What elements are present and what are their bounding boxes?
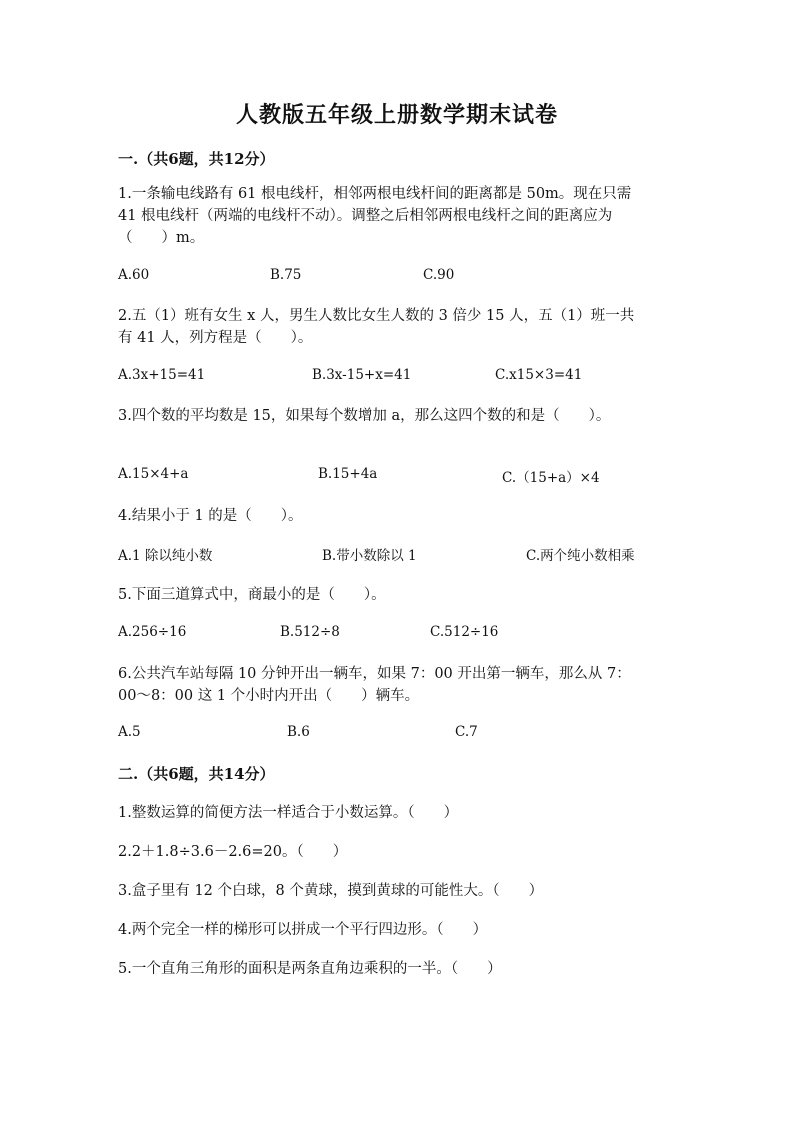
judgement-2: 2.2＋1.8÷3.6－2.6=20。（ ） xyxy=(118,844,348,860)
question-6-line-2: 00～8：00 这 1 个小时内开出（ ）辆车。 xyxy=(118,688,420,704)
judgement-3: 3.盒子里有 12 个白球，8 个黄球，摸到黄球的可能性大。（ ） xyxy=(118,883,544,899)
question-2-option-b: B.3x-15+x=41 xyxy=(312,367,412,383)
question-1-option-b: B.75 xyxy=(270,267,302,283)
question-3-option-b: B.15+4a xyxy=(318,466,378,482)
question-6-line-1: 6.公共汽车站每隔 10 分钟开出一辆车，如果 7：00 开出第一辆车，那么从 7： xyxy=(118,666,631,682)
question-2-option-a: A.3x+15=41 xyxy=(118,367,206,383)
question-4-option-a: A.1 除以纯小数 xyxy=(118,548,213,564)
question-1-option-a: A.60 xyxy=(118,267,150,283)
question-5-option-a: A.256÷16 xyxy=(118,624,187,640)
question-5-option-b: B.512÷8 xyxy=(280,624,340,640)
question-6-option-c: C.7 xyxy=(455,724,478,740)
question-2-line-2: 有 41 人，列方程是（ ）。 xyxy=(118,330,313,346)
question-1-line-2: 41 根电线杆（两端的电线杆不动）。调整之后相邻两根电线杆之间的距离应为 xyxy=(118,208,613,224)
question-2-option-c: C.x15×3=41 xyxy=(495,367,583,383)
question-1-line-1: 1.一条输电线路有 61 根电线杆，相邻两根电线杆间的距离都是 50m。现在只需 xyxy=(118,186,632,202)
judgement-5: 5.一个直角三角形的面积是两条直角边乘积的一半。（ ） xyxy=(118,961,502,977)
judgement-1: 1.整数运算的简便方法一样适合于小数运算。（ ） xyxy=(118,805,459,821)
question-6-option-b: B.6 xyxy=(287,724,310,740)
question-5-line-1: 5.下面三道算式中，商最小的是（ ）。 xyxy=(118,587,386,603)
question-1-option-c: C.90 xyxy=(423,267,455,283)
section-1-heading: 一.（共6题，共12分） xyxy=(118,150,275,168)
question-3-line-1: 3.四个数的平均数是 15，如果每个数增加 a，那么这四个数的和是（ ）。 xyxy=(118,408,611,424)
question-4-option-b: B.带小数除以 1 xyxy=(322,548,417,564)
question-3-option-c: C.（15+a）×4 xyxy=(502,470,600,486)
question-3-option-a: A.15×4+a xyxy=(118,466,189,482)
question-2-line-1: 2.五（1）班有女生 x 人，男生人数比女生人数的 3 倍少 15 人，五（1）班一共 xyxy=(118,308,635,324)
question-1-line-3: （ ）m。 xyxy=(118,230,205,246)
judgement-4: 4.两个完全一样的梯形可以拼成一个平行四边形。（ ） xyxy=(118,922,488,938)
page-title: 人教版五年级上册数学期末试卷 xyxy=(235,102,558,128)
section-2-heading: 二.（共6题，共14分） xyxy=(118,765,275,783)
question-5-option-c: C.512÷16 xyxy=(430,624,499,640)
question-6-option-a: A.5 xyxy=(118,724,141,740)
question-4-line-1: 4.结果小于 1 的是（ ）。 xyxy=(118,508,303,524)
question-4-option-c: C.两个纯小数相乘 xyxy=(526,548,635,564)
